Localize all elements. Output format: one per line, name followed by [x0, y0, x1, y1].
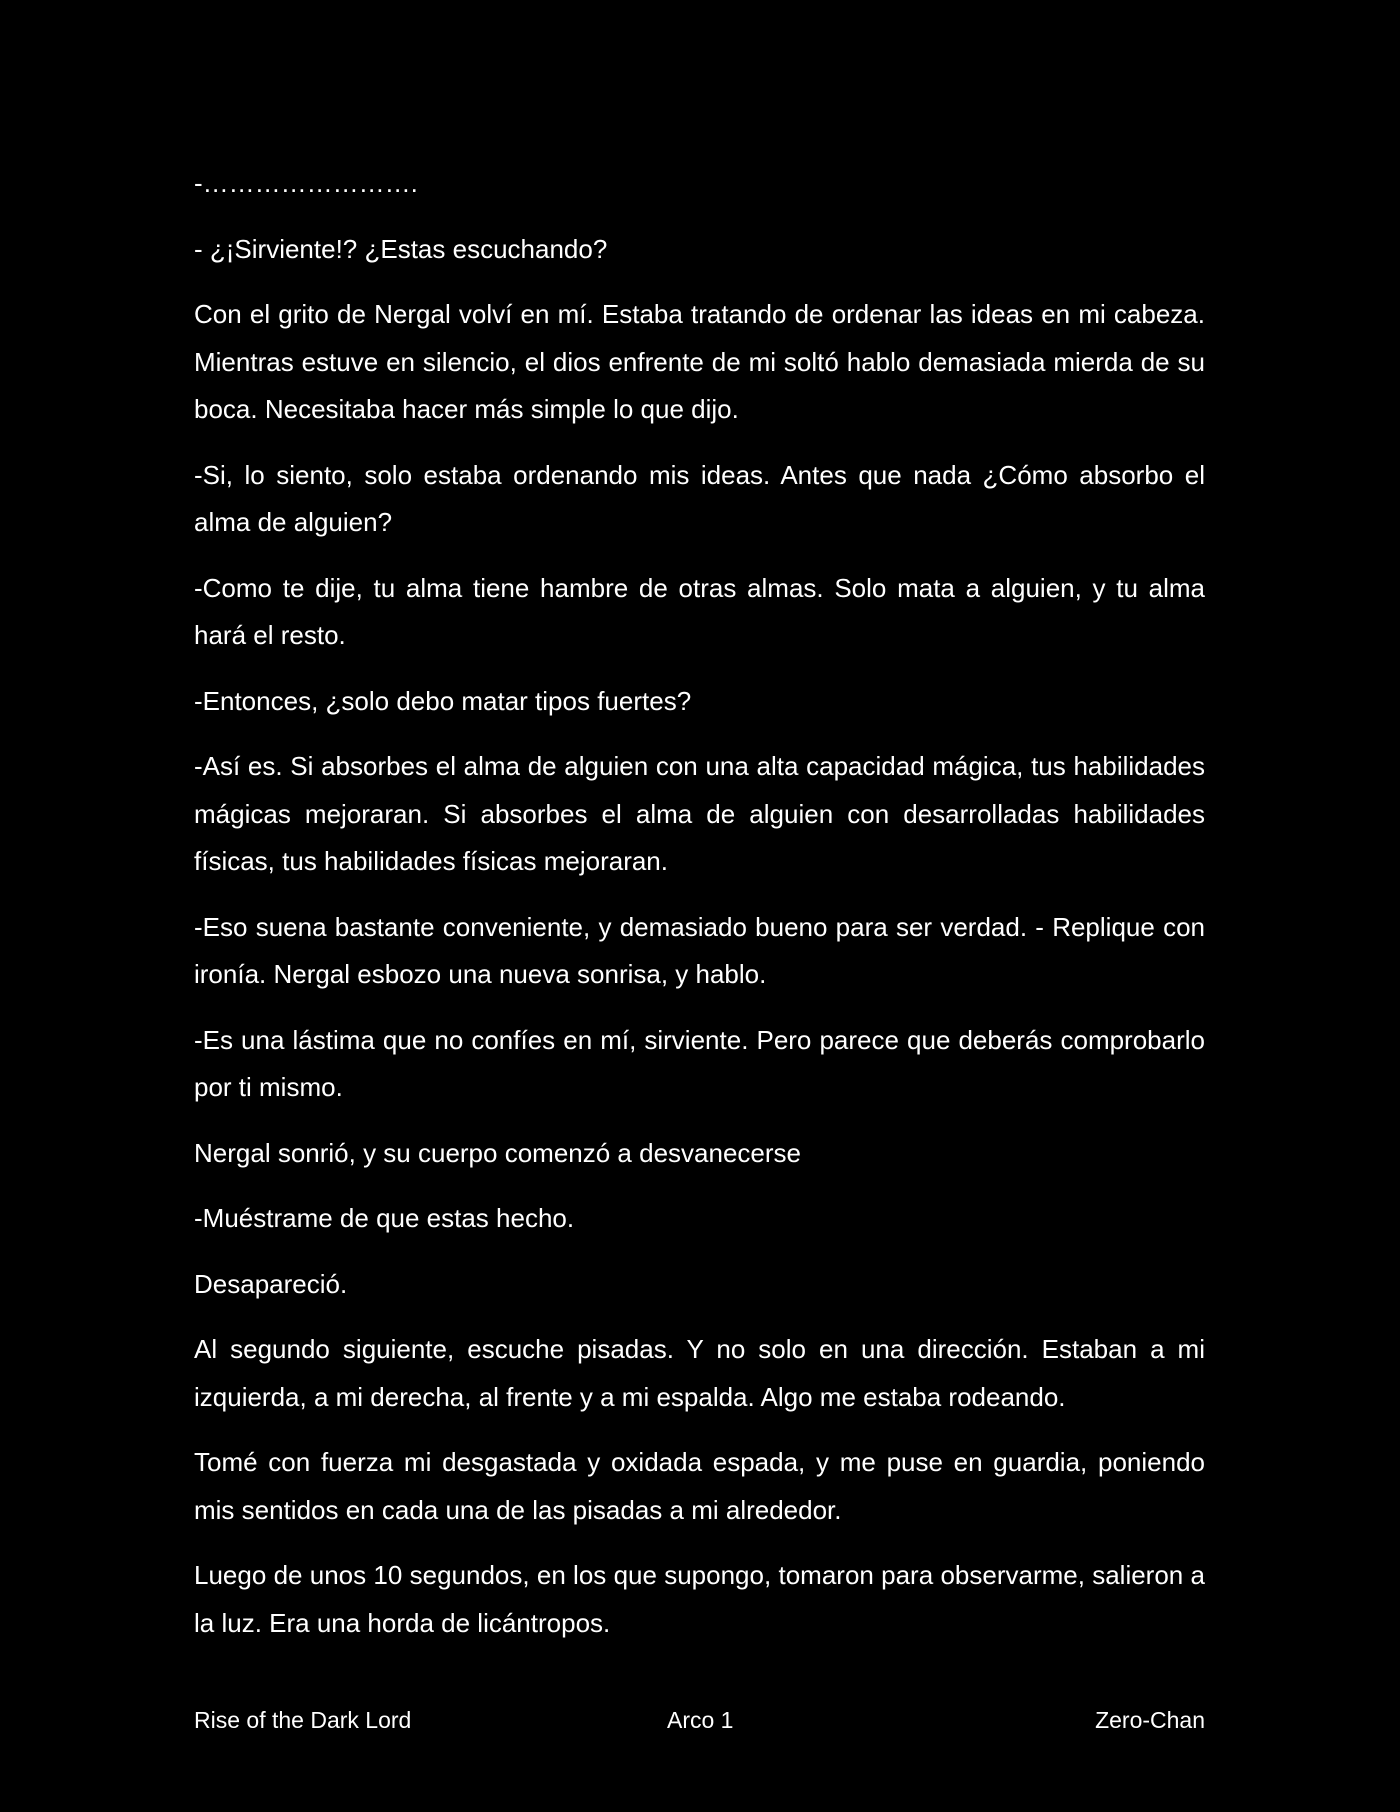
paragraph-dialogue: -Como te dije, tu alma tiene hambre de otras almas. Solo mata a alguien, y tu alma hará el resto.: [194, 572, 1205, 650]
document-body: [194, 160, 1205, 1665]
paragraph-dialogue: -Muéstrame de que estas hecho.: [194, 1203, 575, 1233]
paragraph-dialogue: -Es una lástima que no confíes en mí, sirviente. Pero parece que deberás comprobarlo por ti mismo.: [194, 1024, 1205, 1102]
paragraph-dialogue: -Entonces, ¿solo debo matar tipos fuertes?: [194, 685, 692, 716]
footer-book-title: Rise of the Dark Lord: [194, 1707, 412, 1733]
paragraph-narration: Luego de unos 10 segundos, en los que supongo, tomaron para observarme, salieron a la luz. Era una horda de licántropos.: [194, 1560, 1205, 1638]
paragraph-narration: Desapareció.: [194, 1268, 348, 1299]
paragraph-narration: Con el grito de Nergal volví en mí. Estaba tratando de ordenar las ideas en mi cabeza. Mientras estuve en silencio, el dios enfrente de mi soltó hablo demasiada mierda de su boca. Necesitaba hacer más simple lo que dijo.: [194, 299, 1205, 424]
paragraph-narration: Al segundo siguiente, escuche pisadas. Y no solo en una dirección. Estaban a mi izquierda, a mi derecha, al frente y a mi espalda. Algo me estaba rodeando.: [194, 1334, 1205, 1412]
paragraph-ellipsis: -…………………….: [194, 168, 418, 198]
page-footer: [194, 1700, 1205, 1740]
footer-arc-label: Arco 1: [667, 1707, 734, 1733]
paragraph-dialogue: -Si, lo siento, solo estaba ordenando mis ideas. Antes que nada ¿Cómo absorbo el alma de alguien?: [194, 459, 1205, 537]
paragraph-dialogue: -Así es. Si absorbes el alma de alguien con una alta capacidad mágica, tus habilidades mágicas mejoraran. Si absorbes el alma de alguien con desarrolladas habilidades físicas, tus habilidades físicas mejoraran.: [194, 751, 1205, 876]
paragraph-dialogue: -Eso suena bastante conveniente, y demasiado bueno para ser verdad. - Replique con ironía. Nergal esbozo una nueva sonrisa, y hablo.: [194, 911, 1205, 989]
paragraph-narration: Tomé con fuerza mi desgastada y oxidada espada, y me puse en guardia, poniendo mis sentidos en cada una de las pisadas a mi alrededor.: [194, 1447, 1205, 1525]
paragraph-narration: Nergal sonrió, y su cuerpo comenzó a desvanecerse: [194, 1137, 801, 1168]
footer-author: Zero-Chan: [1095, 1707, 1205, 1733]
paragraph-dialogue: - ¿¡Sirviente!? ¿Estas escuchando?: [194, 233, 608, 264]
